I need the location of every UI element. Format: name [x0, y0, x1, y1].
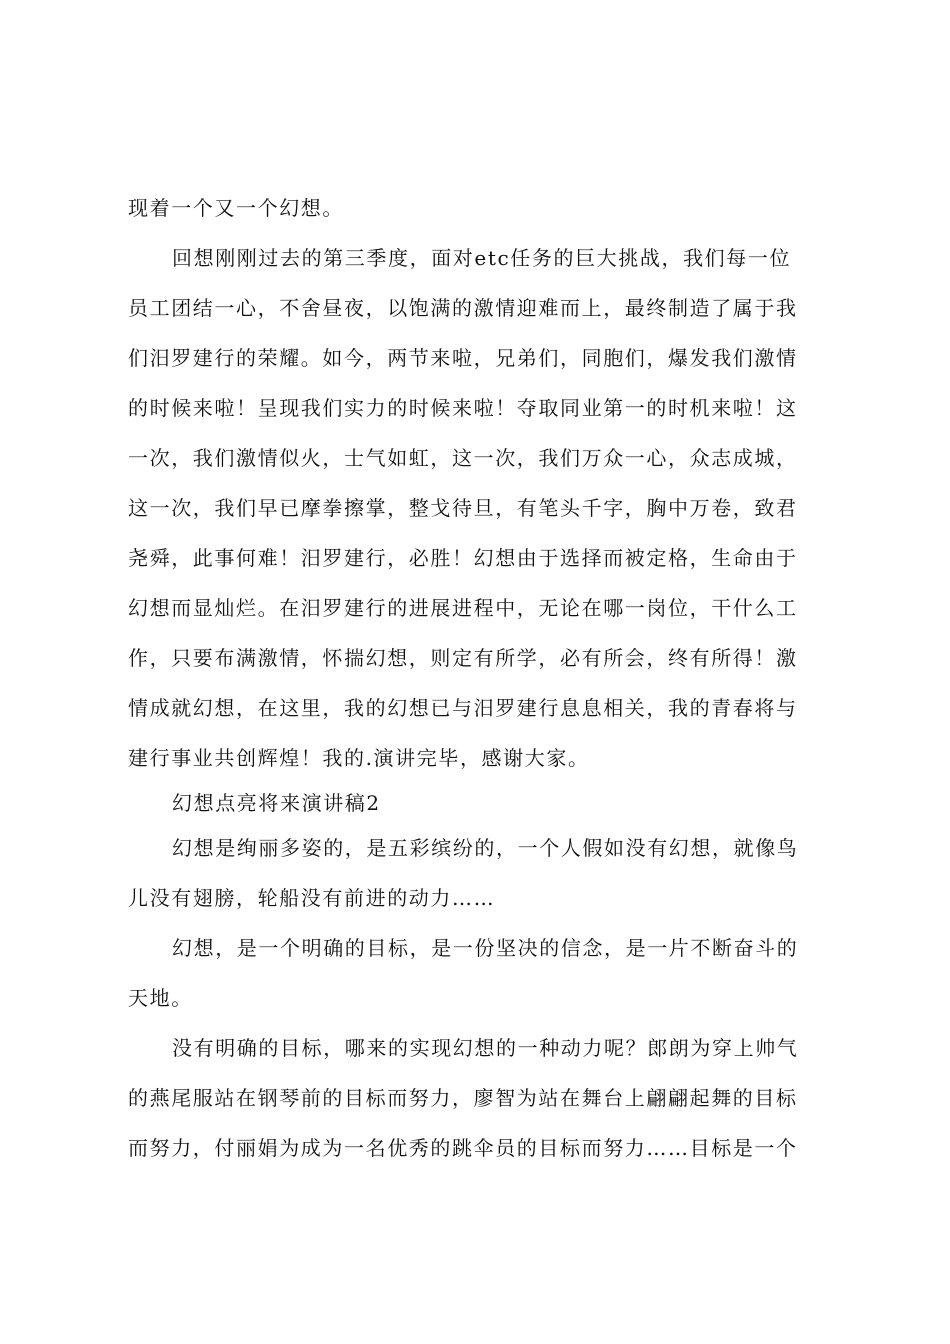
text-line: 幻想是绚丽多姿的，是五彩缤纷的，一个人假如没有幻想，就像鸟	[172, 836, 799, 860]
section-heading	[128, 783, 832, 823]
text-line: 这一次，我们早已摩拳擦掌，整戈待旦，有笔头千字，胸中万卷，致君	[128, 496, 798, 520]
text-line: 一次，我们激情似火，士气如虹，这一次，我们万众一心，众志成城，	[128, 446, 798, 470]
text-line: 现着一个又一个幻想。	[128, 196, 344, 220]
text-line: 没有明确的目标，哪来的实现幻想的一种动力呢？郎朗为穿上帅气	[172, 1036, 799, 1060]
text-line: 儿没有翅膀，轮船没有前进的动力……	[128, 886, 496, 910]
paragraph-dream-definition	[128, 923, 832, 1023]
text-line: 天地。	[128, 986, 193, 1010]
paragraph-goal-examples	[128, 1023, 832, 1173]
document-body	[128, 183, 832, 1173]
text-line: 幻想，是一个明确的目标，是一份坚决的信念，是一片不断奋斗的	[172, 936, 799, 960]
text-line: 建行事业共创辉煌！我的.演讲完毕，感谢大家。	[128, 746, 590, 770]
text-line: 回想刚刚过去的第三季度，面对etc任务的巨大挑战，我们每一位	[172, 246, 792, 270]
heading-text: 幻想点亮将来演讲稿2	[172, 791, 381, 815]
text-line: 的燕尾服站在钢琴前的目标而努力，廖智为站在舞台上翩翩起舞的目标	[128, 1086, 798, 1110]
text-line: 的时候来啦！呈现我们实力的时候来啦！夺取同业第一的时机来啦！这	[128, 396, 798, 420]
paragraph-speech-conclusion	[128, 233, 832, 783]
text-line: 尧舜，此事何难！汨罗建行，必胜！幻想由于选择而被定格，生命由于	[128, 546, 798, 570]
paragraph-continuation	[128, 183, 832, 233]
text-line: 情成就幻想，在这里，我的幻想已与汨罗建行息息相关，我的青春将与	[128, 696, 798, 720]
text-line: 而努力，付丽娟为成为一名优秀的跳伞员的目标而努力……目标是一个	[128, 1136, 798, 1160]
text-line: 作，只要布满激情，怀揣幻想，则定有所学，必有所会，终有所得！激	[128, 646, 798, 670]
text-line: 们汨罗建行的荣耀。如今，两节来啦，兄弟们，同胞们，爆发我们激情	[128, 346, 798, 370]
text-line: 幻想而显灿烂。在汨罗建行的进展进程中，无论在哪一岗位，干什么工	[128, 596, 798, 620]
text-line: 员工团结一心，不舍昼夜，以饱满的激情迎难而上，最终制造了属于我	[128, 296, 798, 320]
paragraph-dream-intro	[128, 823, 832, 923]
